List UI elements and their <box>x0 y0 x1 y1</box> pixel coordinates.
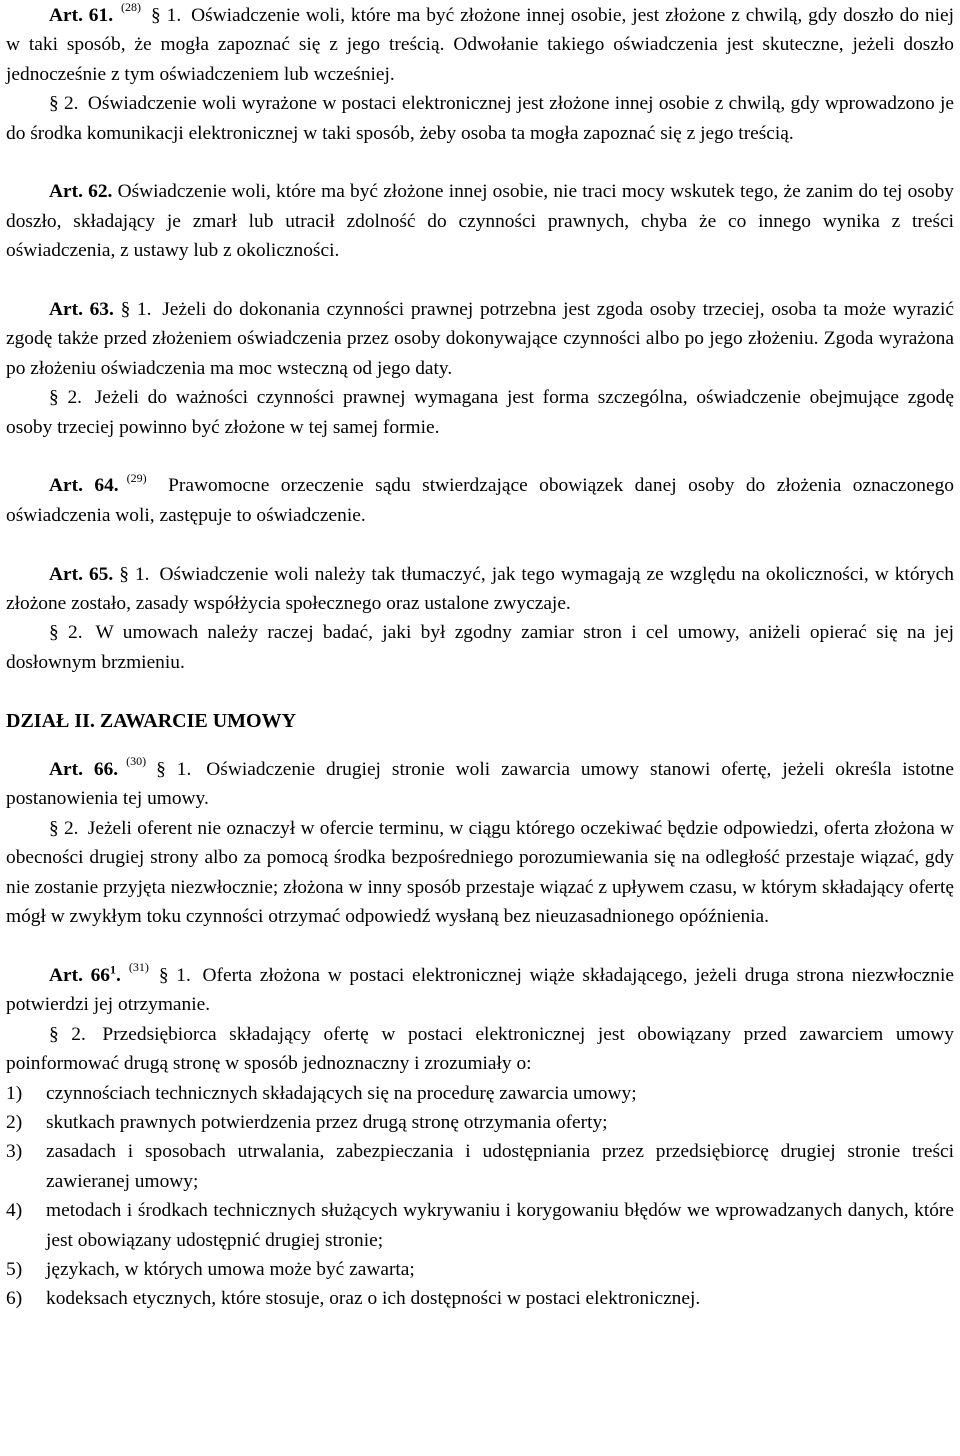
article-paragraph <box>6 383 954 442</box>
article-paragraph <box>6 177 954 265</box>
section-heading: DZIAŁ II. ZAWARCIE UMOWY <box>6 709 297 732</box>
footnote-ref[interactable]: (28) <box>121 0 142 15</box>
paragraph-section: § 2. <box>49 387 82 409</box>
paragraph-text: Oświadczenie woli, które ma być złożone innej osobie, nie traci mocy wskutek tego, że zanim do tej osoby doszło, składający je zmarł lub utracił zdolność do czynności prawnych, chyba że co innego wynika z treści oświadczenia, z ustawy lub z okoliczności. <box>6 181 954 262</box>
paragraph-section: § 2. <box>49 622 83 644</box>
footnote-ref[interactable]: (31) <box>128 960 149 975</box>
paragraph-section: § 2. <box>49 1023 86 1045</box>
list-item-text: zasadach i sposobach utrwalania, zabezpieczania i udostępniania przez przedsiębiorcę drugiej stronie treści zawieranej umowy; <box>46 1141 954 1192</box>
list-item-text: metodach i środkach technicznych służących wykrywaniu i korygowaniu błędów we wprowadzanych danych, które jest obowiązany udostępnić drugiej stronie; <box>46 1200 954 1251</box>
article-label: Art. 66. <box>49 759 119 781</box>
paragraph-text: Oświadczenie drugiej stronie woli zawarcia umowy stanowi ofertę, jeżeli określa istotne postanowienia tej umowy. <box>6 759 954 810</box>
list-item-text: czynnościach technicznych składających się na procedurę zawarcia umowy; <box>46 1082 637 1104</box>
paragraph-text: Oświadczenie woli należy tak tłumaczyć, jak tego wymagają ze względu na okoliczności, w których złożone zostało, zasady współżycia społecznego oraz ustalone zwyczaje. <box>6 563 954 615</box>
article-66 <box>6 755 954 931</box>
paragraph-text: Jeżeli oferent nie oznaczył w ofercie terminu, w ciągu którego oczekiwać będzie odpowiedzi, oferta złożona w obecności drugiej strony albo za pomocą środka bezpośredniego porozumiewania się na odległość przestaje wiązać, gdy nie zostanie przyjęta niezwłocznie; złożona w inny sposób przestaje wiązać z upływem czasu, w którym składający ofertę mógł w zwykłym toku czynności otrzymać odpowiedź wysłaną bez nieuzasadnionego opóźnienia. <box>6 817 954 928</box>
list-item <box>6 1255 954 1284</box>
article-65 <box>6 560 954 678</box>
list-item <box>6 1196 954 1255</box>
paragraph-section: § 2. <box>49 93 79 115</box>
list-item-number: 4) <box>6 1200 23 1222</box>
list-item-number: 3) <box>6 1141 23 1163</box>
paragraph-section: § 1. <box>158 964 191 986</box>
article-label: Art. 65. <box>49 563 114 585</box>
list-item-number: 5) <box>6 1258 23 1280</box>
article-64 <box>6 471 954 530</box>
article-paragraph <box>6 1 954 89</box>
paragraph-text: Jeżeli do ważności czynności prawnej wymagana jest forma szczególna, oświadczenie obejmujące zgodę osoby trzeciej powinno być złożone w tej samej formie. <box>6 387 954 438</box>
list-item-text: językach, w których umowa może być zawarta; <box>46 1258 415 1280</box>
footnote-ref[interactable]: (29) <box>126 470 147 485</box>
article-paragraph <box>6 961 954 1020</box>
list-item <box>6 1108 954 1137</box>
article-62 <box>6 177 954 265</box>
article-paragraph <box>6 814 954 932</box>
article-paragraph <box>6 755 954 814</box>
article-paragraph <box>6 1020 954 1079</box>
footnote-ref[interactable]: (30) <box>126 754 147 769</box>
paragraph-text: Przedsiębiorca składający ofertę w postaci elektronicznej jest obowiązany przed zawarciem umowy poinformować drugą stronę w sposób jednoznaczny i zrozumiały o: <box>6 1023 954 1075</box>
article-63 <box>6 295 954 442</box>
article-paragraph <box>6 618 954 677</box>
list-item-number: 2) <box>6 1111 23 1133</box>
article-label: Art. 64. <box>49 475 119 497</box>
paragraph-text: Prawomocne orzeczenie sądu stwierdzające obowiązek danej osoby do złożenia oznaczonego oświadczenia woli, zastępuje to oświadczenie. <box>6 475 954 526</box>
list-item <box>6 1079 954 1108</box>
article-label <box>49 962 121 986</box>
paragraph-section: § 1. <box>120 299 152 321</box>
paragraph-text: W umowach należy raczej badać, jaki był zgodny zamiar stron i cel umowy, aniżeli opierać się na jej dosłownym brzmieniu. <box>6 622 955 673</box>
list-item <box>6 1284 954 1313</box>
article-label: Art. 62. <box>49 181 113 203</box>
article-label: Art. 61. <box>49 5 114 26</box>
enumerated-list <box>6 1079 954 1314</box>
paragraph-text: Oferta złożona w postaci elektronicznej wiąże składającego, jeżeli druga strona niezwłocznie potwierdzi jej otrzymanie. <box>6 964 954 1016</box>
list-item-text: skutkach prawnych potwierdzenia przez drugą stronę otrzymania oferty; <box>46 1111 608 1133</box>
article-paragraph <box>6 89 954 148</box>
paragraph-section: § 1. <box>151 5 182 26</box>
article-label-main: Art. 66 <box>49 964 110 986</box>
paragraph-section: § 2. <box>49 817 79 839</box>
paragraph-text: Oświadczenie woli wyrażone w postaci elektronicznej jest złożone innej osobie z chwilą, gdy wprowadzono je do środka komunikacji elektronicznej w taki sposób, żeby osoba ta mogła zapoznać się z jego treścią. <box>6 93 954 144</box>
list-item-number: 1) <box>6 1082 23 1104</box>
list-item-text: kodeksach etycznych, które stosuje, oraz o ich dostępności w postaci elektronicznej. <box>46 1288 701 1310</box>
article-paragraph <box>6 471 954 530</box>
article-66-1 <box>6 961 954 1314</box>
article-label-superscript: 1 <box>110 962 116 977</box>
article-paragraph <box>6 295 954 383</box>
article-label: Art. 63. <box>49 299 114 321</box>
article-label-dot: . <box>116 964 121 986</box>
paragraph-section: § 1. <box>119 563 150 585</box>
article-61 <box>6 1 954 148</box>
list-item <box>6 1137 954 1196</box>
list-item-number: 6) <box>6 1288 23 1310</box>
article-paragraph <box>6 560 954 619</box>
paragraph-section: § 1. <box>156 759 192 781</box>
paragraph-text: Oświadczenie woli, które ma być złożone innej osobie, jest złożone z chwilą, gdy doszło do niej w taki sposób, że mogła zapoznać się z jego treścią. Odwołanie takiego oświadczenia jest skuteczne, jeżeli doszło jednocześnie z tym oświadczeniem lub wcześniej. <box>6 5 954 85</box>
paragraph-text: Jeżeli do dokonania czynności prawnej potrzebna jest zgoda osoby trzeciej, osoba ta może wyrazić zgodę także przed złożeniem oświadczenia przez osoby dokonywające czynności albo po jego złożeniu. Zgoda wyrażona po złożeniu oświadczenia ma moc wsteczną od jego daty. <box>6 299 954 379</box>
